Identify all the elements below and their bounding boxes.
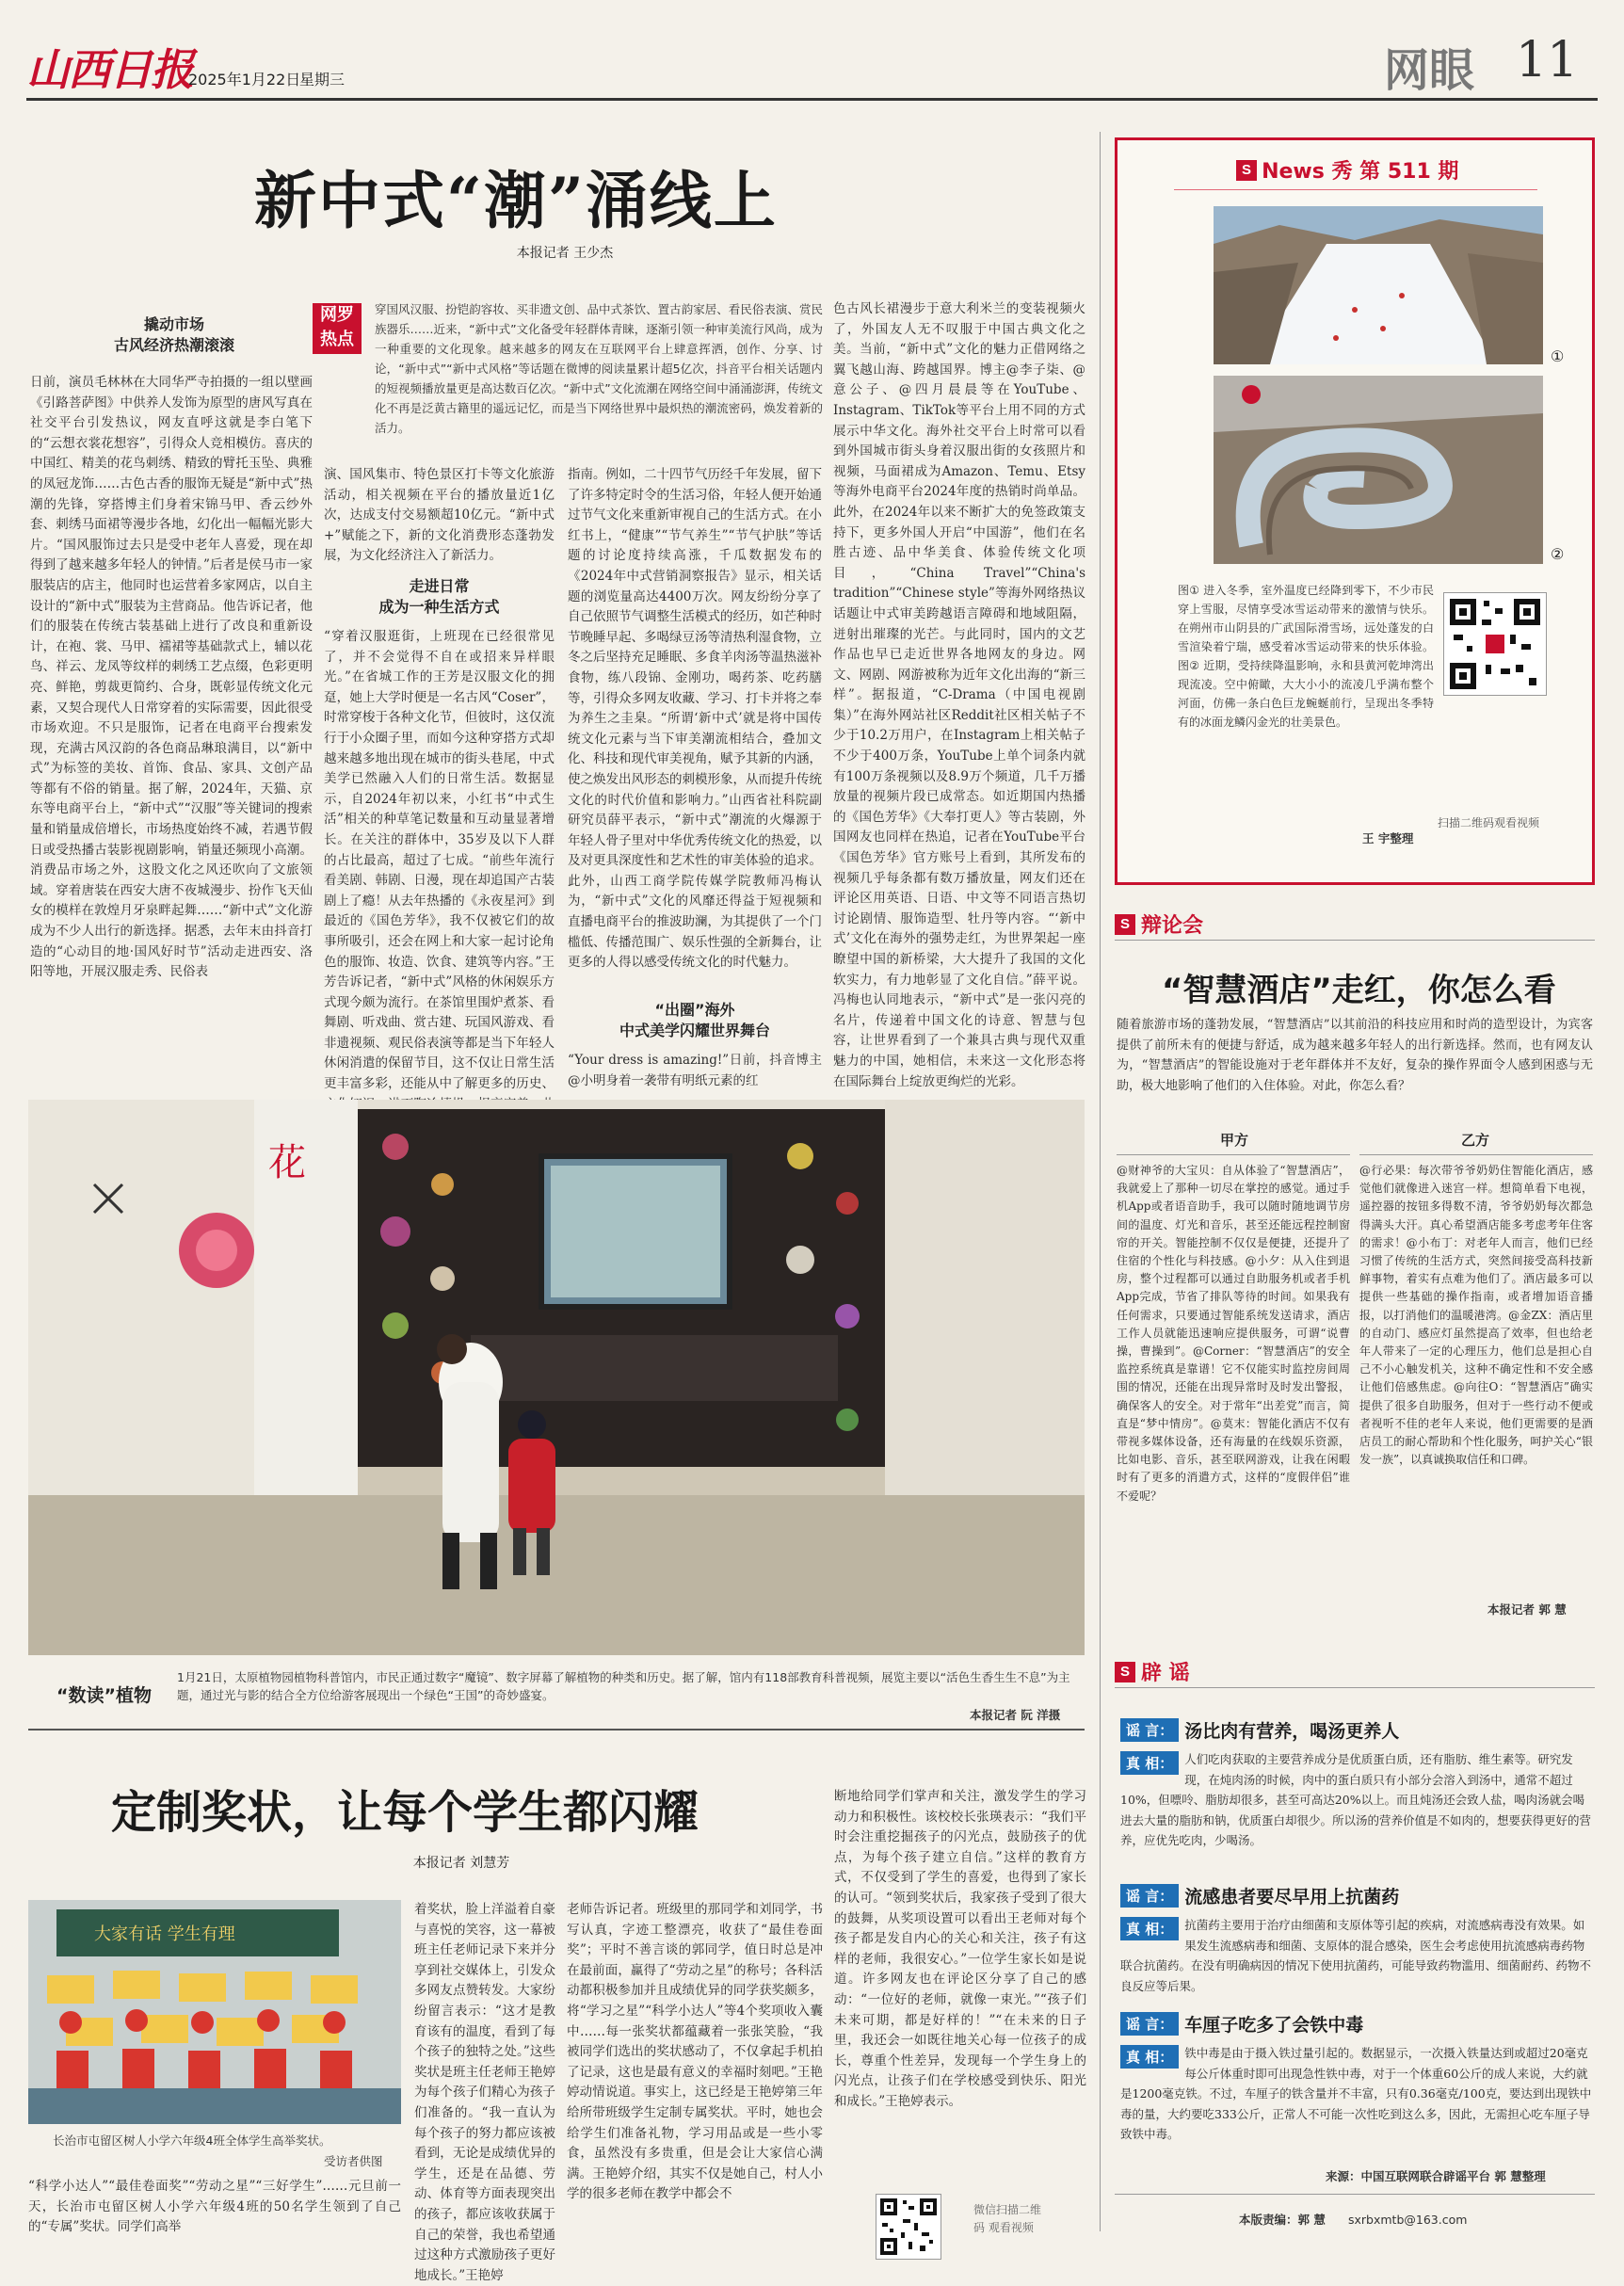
debate-header-rule: [1115, 940, 1595, 941]
rumor-source: 来源：中国互联网联合辟谣平台 郭 慧整理: [1326, 2169, 1546, 2183]
award-qr-code[interactable]: [876, 2194, 941, 2260]
page-number: 11: [1516, 32, 1579, 89]
rumor-item-3-truth: [1120, 2043, 1593, 2160]
newspaper-logo: 山西日报: [26, 44, 192, 95]
debate-section-title: 辩论会: [1141, 914, 1204, 938]
rumor-badge-icon: S: [1115, 1662, 1135, 1682]
truth-label: 真 相：: [1120, 1917, 1179, 1940]
hotspot-badge-line1: 网罗: [320, 305, 354, 325]
debate-side-b-text: @行必果：每次带爷爷奶奶住智能化酒店，感觉他们就像进入迷宫一样。想简单看下电视，遥控器的按钮多得数不清，爷爷奶奶每次都急得满头大汗。真心希望酒店能多考虑考年住客的需求！@小布丁：对老年人而言，他们已经习惯了传统的生活方式，突然间接受高科技新鲜事物，着实有点难为他们了。酒店最多可以提供一些基础的操作指南，或者增加语音播报，以打消他们的温暖港湾。@金ZX：酒店里的自动门、感应灯虽然提高了效率，但也给老年人带来了一定的心理压力，他们总是担心自己不小心触发机关，这种不确定性和不安全感让他们倍感焦虑。@向往O：“智慧酒店”确实提供了很多自助服务，但对于一些行动不便或者视听不佳的老年人来说，他们更需要的是酒店员工的耐心帮助和个性化服务，呵护关心“银发一族”，以真诚换取信任和口碑。: [1359, 1164, 1593, 1467]
snews-qr-code[interactable]: [1443, 592, 1547, 696]
rumor-item-1-title-row: [1120, 1717, 1399, 1743]
lead-subhead-1-line2: 古风经济热潮滚滚: [113, 336, 234, 354]
lead-col2b: “穿着汉服逛街，上班现在已经很常见了，并不会觉得不自在或招来异样眼光。”在省城工作的王芳是汉服文化的拥趸，她上大学时便是一名古风“Coser”，时常穿梭于各种文化节，但彼时，这仅流行于小众圈子里，而如今这种穿搭方式却越来越多地出现在城市的街头巷尾，中式美学已然融入人们的日常生活。数据显示，自2024年初以来，小红书“中式生活”相关的种草笔记数量和互动量显著增长。在关注的群体中，35岁及以下人群的占比最高，超过了七成。“前些年流行看美剧、韩剧、日漫，现在却追国产古装剧上了瘾！从去年热播的《永夜星河》到最近的《国色芳华》，我不仅被它们的故事所吸引，还会在网上和大家一起讨论角色的服饰、妆造、饮食、建筑等内容。”王芳告诉记者，“新中式”风格的休闲娱乐方式现今颇为流行。在茶馆里围炉煮茶、看舞剧、听戏曲、赏古建、玩国风游戏、看非遗视频、观民俗表演等都是当下年轻人休闲消遣的保留节目，这不仅让日常生活更丰富多彩，还能从中了解更多的历史、: [324, 629, 555, 1092]
ski-resort-photo: [1214, 206, 1543, 364]
qr-pattern-icon: [876, 2195, 941, 2259]
rumor-label: 谣 言：: [1120, 2012, 1179, 2036]
award-col3: 老师告诉记者。班级里的那同学和刘同学，书写认真，字迹工整漂亮，收获了“最佳卷面奖”；平时不善言谈的郭同学，值日时总是冲在最前面，赢得了“劳动之星”的称号；各科活动都积极参加并且成绩优异的同学获奖颇多，将“学习之星”“科学小达人”等4个奖项收入囊中……每一张奖状都蕴藏着一张张笑脸，“我被同学们选出的奖状感动了，不仅拿起手机拍了记录，这也是最有意义的幸福时刻吧。”王艳婷动情说道。事实上，这已经是王艳婷第三年给所带班级学生定制专属奖状。平时，她也会给学生们准备礼物，学习用品或是一些小零食，虽然没有多贵重，但是会让大家信心满满。王艳婷介绍，其实不仅是她自己，村人小学的很多老师在教学中都会不: [567, 1902, 823, 2202]
lead-subhead-3: [568, 1000, 822, 1041]
lead-subhead-3-line1: “出圈”海外: [654, 1001, 735, 1019]
rumor-label: 谣 言：: [1120, 1884, 1179, 1908]
debate-title: “智慧酒店”走红，你怎么看: [1162, 972, 1556, 1009]
debate-side-a-rule: [1117, 1154, 1350, 1155]
award-photo-caption: 长治市屯留区树人小学六年级4班全体学生高举奖状。: [53, 2133, 331, 2148]
footer-rule: [1115, 2194, 1595, 2195]
lead-subhead-2-line2: 成为一种生活方式: [378, 598, 500, 616]
snews-header-rule: [1174, 189, 1537, 190]
rumor-item-3-truth-text: 铁中毒是由于摄入铁过量引起的。数据显示，一次摄入铁量达到或超过20毫克每公斤体重时即可出现急性铁中毒，对于一个体重60公斤的成人来说，大约就是1200毫克铁。不过，车厘子的铁含量并不丰富，只有0.36毫克/100克，要达到出现铁中毒的量，大约要吃333公斤，正常人不可能一次性吃到这么多，因此，无需担心吃车厘子导致铁中毒。: [1120, 2046, 1592, 2141]
rumor-item-1-title: 汤比肉有营养，喝汤更养人: [1184, 1721, 1400, 1742]
snews-qr-caption: 扫描二维码观看视频: [1438, 816, 1540, 829]
debate-side-b: 乙方: [1460, 1132, 1489, 1149]
footer-editor: 本版责编：郭 慧: [1239, 2213, 1326, 2227]
snews-title: News 秀 第 511 期: [1262, 160, 1459, 184]
photo1-title: “数读”植物: [56, 1685, 152, 1706]
section-divider: [28, 1729, 1085, 1731]
lead-subhead-2: [324, 576, 555, 618]
river-illustration: [1214, 376, 1543, 564]
classroom-illustration: [28, 1900, 401, 2124]
snews-mark-2: ②: [1551, 545, 1565, 563]
lead-subhead-1: [85, 314, 264, 356]
plant-museum-photo: [28, 1100, 1085, 1655]
photo1-caption: 1月21日，太原植物园植物科普馆内，市民正通过数字“魔镜”、数字屏幕了解植物的种类和历史。据了解，馆内有118部教育科普视频，展览主要以“活色生香生生不息”为主题，通过光与影的结合全方位给游客展现出一个绿色“王国”的奇妙盛宴。: [177, 1670, 1070, 1702]
section-name: 网眼: [1384, 44, 1475, 97]
hotspot-badge: [313, 303, 362, 354]
debate-intro: 随着旅游市场的蓬勃发展，“智慧酒店”以其前沿的科技应用和时尚的造型设计，为宾客提供了前所未有的便捷与舒适，成为越来越多年轻人的出行新选择。然而，也有网友认为，“智慧酒店”的智能设施对于老年群体并不友好，复杂的操作界面令人感到困惑与无助，极大地影响了他们的入住体验。对此，你怎么看？: [1117, 1018, 1593, 1093]
award-col2: 着奖状，脸上洋溢着自豪与喜悦的笑容，这一幕被班主任老师记录下来并分享到社交媒体上，引发众多网友点赞转发。大家纷纷留言表示：“这才是教育该有的温度，看到了每个孩子的独特之处。”这些奖状是班主任老师王艳婷为每个孩子们精心为孩子们准备的。“我一直认为每个孩子的努力都应该被看到，无论是成绩优异的学生，还是在品德、劳动、体育等方面表现突出的孩子，都应该收获属于自己的荣誉，我也希望通过这种方式激励孩子更好地成长。”王艳婷: [414, 1902, 555, 2283]
award-col4: 断地给同学们掌声和关注，激发学生的学习动力和积极性。该校校长张瑛表示：“我们平时会注重挖掘孩子的闪光点，鼓励孩子的优点，为每个孩子建立自信。”这样的教育方式，不仅受到了学生的喜爱，也得到了家长的认可。“领到奖状后，我家孩子受到了很大的鼓舞，从奖项设置可以看出王老师对每个孩子都是发自内心的关心和关注，孩子有这样的老师，我很安心。”一位学生家长如是说道。许多网友也在评论区分享了自己的感动：“一位好的老师，就像一束光。”“孩子们未来可期，都是好样的！”“在未来的日子里，我还会一如既往地关心每一位孩子的成长，尊重个性差异，发现每一个学生身上的闪光点，让孩子们在学校感受到快乐、阳光和成长。”王艳婷表示。: [834, 1789, 1086, 2109]
masthead: [0, 0, 1624, 102]
snews-caption: 图① 进入冬季，室外温度已经降到零下，不少市民穿上雪服，尽情享受冰雪运动带来的激情与快乐。在朔州市山阴县的广武国际滑雪场，远处蓬发的白雪渲染着宁瑞，感受着冰雪运动带来的快乐体验。图② 近期，受持续降温影响，永和县黄河乾坤湾出现流凌。空中俯瞰，大大小小的流凌几乎满布整个河面，仿佛一条白色巨龙蜿蜒前行，呈现出冬季特有的冰面龙鳞闪金光的壮美景色。: [1178, 584, 1434, 729]
rumor-item-2-title-row: [1120, 1883, 1399, 1908]
photo1-credit: 本报记者 阮 洋摄: [970, 1708, 1061, 1722]
award-title: 定制奖状，让每个学生都闪耀: [111, 1786, 699, 1839]
lead-col3: 指南。例如，二十四节气历经千年发展，留下了许多特定时令的生活习俗，年轻人便开始通过节气文化来重新审视自己的生活方式。在小红书上，“健康”“节气养生”“节气护肤”等话题的讨论度持续高涨，千瓜数据发布的《2024年中式营销洞察报告》显示，相关话题的浏览量高达4400万次。网友纷纷分享了自己依照节气调整生活模式的经历，如芒种时节晚睡早起、多喝绿豆汤等清热利湿食物，立冬之后坚持充足睡眠、多食羊肉汤等温热滋补食物，练八段锦、金刚功，喝药茶、吃药膳等，引得众多网友收藏、学习、打卡并将之奉为养生之圭臬。“所谓‘新中式’就是将中国传统文化元素与当下审美潮流相结合，叠加文化、科技和现代审美视角，赋予其新的内涵，使之焕发出风形态的刺模形象，从而提升传统文化的时代价值和影响力。”山西省社科院副研究员薛平表示，“新中式”潮流的火爆源于年轻人骨子里对中华优秀传统文化的热爱，以及对更具深度性和艺术性的审美体验的追求。此外，山西工商学院传媒学院教师冯梅认为，“新中式”文化的风靡还得益于短视频和直播电商平台的推波助澜，为其提供了一个门槛低、传播范围广、娱乐性强的全新舞台，让更多的人得以感受传统文化的时代魅力。: [568, 467, 822, 971]
issue-date: 2025年1月22日: [188, 71, 301, 89]
hotspot-badge-line2: 热点: [320, 330, 354, 349]
rumor-item-3-title: 车厘子吃多了会铁中毒: [1184, 2015, 1364, 2036]
plant-museum-illustration: [28, 1100, 1085, 1655]
lead-col1: 日前，演员毛林林在大同华严寺拍摄的一组以壁画《引路菩萨图》中供养人发饰为原型的唐风写真在社交平台引发热议，网友直呼这就是李白笔下的“云想衣裳花想容”，引得众人竞相模仿。喜庆的中国红、精美的花鸟刺绣、精致的臂托玉坠、典雅的凤冠龙饰……古色古香的服饰无疑是“新中式”热潮的先锋，穿搭博主们身着宋锦马甲、香云纱外套、刺绣马面裙等漫步各地，幻化出一幅幅光影大片。“国风服饰过去只是受中老年人喜爱，现在却得到了越来越多年轻人的钟情。”后者是侯马市一家服装店的店主，他同时也运营着多家网店，以自主设计的“新中式”服装为主营商品。他告诉记者，他们的服装在传统古装基础上进行了改良和重新设计，在袍、裳、马甲、襦裙等基础款式上，辅以花鸟、祥云、龙凤等纹样的刺绣工艺点缀，色彩更明亮、鲜艳，剪裁更简约、合身，既彰显传统文化元素，又契合现代人日常穿着的实际需要，因此很受市场欢迎。不只是服饰，记者在电商平台搜索发现，充满古风汉韵的各色商品琳琅满目，以“新中式”为标签的美妆、首饰、食品、家具、文创产品等都有不俗的销量。据了解，2024年，天猫、京东等电商平台上，“新中式”“汉服”等关键词的搜索量和销量成倍增长，市场热度始终不减，若遇节假日或受热播古装影视剧影响，销量还频现小高潮。消费品市场之外，这股文化之风还吹向了文旅领域。穿着唐装在西安大唐不夜城漫步、扮作飞天仙女的模样在敦煌月牙泉畔起舞……“新中式”文化游成为不少人出行的新选择。据悉，去年末由抖音打造的“心动目的地·国风好时节”活动走进西安、洛阳等地，开展汉服走秀、民俗表: [30, 375, 313, 980]
sidebar-divider: [1100, 132, 1101, 2231]
ski-illustration: [1214, 206, 1543, 364]
rumor-header-rule: [1115, 1687, 1595, 1688]
issue-weekday: 星期三: [299, 71, 346, 89]
museum-sign-glyph: 花: [268, 1141, 306, 1184]
debate-side-b-rule: [1359, 1154, 1593, 1155]
lead-col3b: “Your dress is amazing!”日前，抖音博主@小明身着一袭带有明纸元素的红: [568, 1053, 822, 1088]
footer-email: sxrbxmtb@163.com: [1348, 2213, 1468, 2227]
truth-label: 真 相：: [1120, 1751, 1179, 1775]
rumor-header: [1115, 1657, 1190, 1686]
rumor-item-2-truth-text: 抗菌药主要用于治疗由细菌和支原体等引起的疾病，对流感病毒没有效果。如果发生流感病毒和细菌、支原体的混合感染，医生会考虑使用抗流感病毒药物联合抗菌药。在没有明确病因的情况下使用抗菌药，可能导致药物滥用、细菌耐药、药物不良反应等后果。: [1120, 1918, 1592, 1993]
snews-author: 王 宇整理: [1362, 831, 1414, 845]
debate-header: [1115, 910, 1203, 939]
rumor-item-2-title: 流感患者要尽早用上抗菌药: [1184, 1887, 1400, 1908]
rumor-item-2-truth: [1120, 1915, 1593, 1994]
classroom-board-text: 大家有话 学生有理: [94, 1924, 235, 1944]
rumor-section-title: 辟 谣: [1141, 1662, 1190, 1685]
lead-title: 新中式“潮”涌线上: [254, 164, 778, 237]
rumor-item-1-truth-text: 人们吃肉获取的主要营养成分是优质蛋白质，还有脂肪、维生素等。研究发现，在炖肉汤的时候，肉中的蛋白质只有小部分会溶入到汤中，通常不超过10%，但嘌呤、脂肪却很多，甚至可高达20%以上。而且炖汤还会致人盐，喝肉汤就会喝进去大量的脂肪和钠，优质蛋白却很少。所以汤的营养价值是不如肉的，想要获得更好的营养，应优先吃肉，少喝汤。: [1120, 1752, 1592, 1847]
award-byline: 本报记者 刘慧芳: [412, 1856, 510, 1871]
truth-label: 真 相：: [1120, 2045, 1179, 2069]
rumor-item-3-title-row: [1120, 2011, 1363, 2036]
qr-pattern-icon: [1444, 593, 1546, 695]
lead-subhead-2-line1: 走进日常: [409, 577, 470, 595]
rumor-item-1-truth: [1120, 1749, 1593, 1868]
snews-box: [1115, 137, 1595, 885]
debate-side-a: 甲方: [1219, 1132, 1248, 1149]
award-col1: “科学小达人”“最佳卷面奖”“劳动之星”“三好学生”……元旦前一天，长治市屯留区树人小学六年级4班的50名学生领到了自己的“专属”奖状。同学们高举: [28, 2179, 401, 2235]
snews-header: [1236, 155, 1458, 185]
masthead-rule: [26, 98, 1598, 101]
debate-badge-icon: S: [1115, 914, 1135, 935]
lead-col2a: 演、国风集市、特色景区打卡等文化旅游活动，相关视频在平台的播放量近1亿次，达成支付交易额超10亿元。“新中式+”赋能之下，新的文化消费形态蓬勃发展，为文化经济注入了新活力。: [324, 467, 555, 564]
snews-badge: S: [1236, 160, 1257, 181]
classroom-photo: [28, 1900, 401, 2124]
debate-side-a-text: @财神爷的大宝贝：自从体验了“智慧酒店”，我就爱上了那种一切尽在掌控的感觉。通过手机App或者语音助手，我可以随时随地调节房间的温度、灯光和音乐，甚至还能远程控制窗帘的开关。智能控制不仅仅是便捷，还提升了住宿的个性化与科技感。@小夕：从入住到退房，整个过程都可以通过自助服务机或者手机App完成，节省了排队等待的时间。如果我有任何需求，只要通过智能系统发送请求，酒店工作人员就能迅速响应提供服务，可谓“说曹操，曹操到”。@Corner：“智慧酒店”的安全监控系统真是靠谱！它不仅能实时监控房间周围的情况，还能在出现异常时及时发出警报，确保客人的安全。对于常年“出差党”而言，简直是“梦中情房”。@莫末：智能化酒店不仅有带视多媒体设备，还有海量的在线娱乐资源，比如电影、音乐，甚至联网游戏，让我在闲暇时有了更多的消遣方式，这样的“度假伴侣”谁不爱呢？: [1117, 1164, 1350, 1503]
lead-byline: 本报记者 王少杰: [516, 246, 614, 261]
lead-col4: 色古风长裙漫步于意大利米兰的变装视频火了，外国友人无不叹服于中国古典文化之美。当前，“新中式”文化的魅力正借网络之翼飞越山海、跨越国界。博主@李子柒、@意公子、@四月晨晨等在YouTube、Instagram、TikTok等平台上用不同的方式展示中华文化。海外社交平台上时常可以看到外国城市街头身着汉服出街的女孩照片和视频，马面裙成为Amazon、Temu、Etsy等海外电商平台2024年度的热销时尚单品。此外，在2024年以来不断扩大的免签政策支持下，更多外国人开启“中国游”，他们在名胜古迹、品中华美食、体验传统文化项目，“China Travel”“China's tradition”“Chinese style”等海外网络热议话题让中式审美跨越语言障碍和地域阻隔，迸射出璀璨的光芒。与此同时，国内的文艺作品也早已走近世界各地网友的身边。网文、网剧、网游被称为近年文化出海的“新三样”。据报道，“C-Drama（中国电视剧集）”在海外网站社区Reddit社区相关帖子不少于10.2万用户，在Instagram上相关帖子不少于400万条，YouTube上单个词条内就有100万条视频以及8.9万个频道，几千万播放量的视频片段已成常态。如近期国内热播的《国色芳华》《大奉打更人》等古装剧，外国网友也同样在热追，记者在YouTube平台《国色芳华》官方账号上看到，其所发布的视频几乎每条都有数万播放量，网友们还在评论区用英语、日语、中文等不同语言热切讨论剧情、服饰造型、牡丹等内容。“‘新中式’文化在海外的强势走红，为世界架起一座瞭望中国的新桥梁，大大提升了我国的文化软实力，有力地彰显了文化自信。”薛平说。冯梅也认同地表示，“新中式”是一张闪亮的名片，传递着中国文化的诗意、智慧与包容，让世界看到了一个兼具古典与现代双重魅力的中国，她相信，未来这一文化形态将在国际舞台上绽放更绚烂的光彩。: [833, 301, 1085, 1089]
award-qr-caption: 微信扫描二维码 观看视频: [973, 2203, 1042, 2234]
lead-subhead-1-line1: 撬动市场: [143, 315, 204, 333]
lead-subhead-3-line2: 中式美学闪耀世界舞台: [619, 1022, 770, 1039]
snews-mark-1: ①: [1551, 347, 1565, 365]
debate-credit: 本报记者 郭 慧: [1487, 1602, 1567, 1617]
yellow-river-photo: [1214, 376, 1543, 564]
lead-intro: 穿国风汉服、扮铠韵容妆、买非遗文创、品中式茶饮、置古韵家居、看民俗表演、赏民族器乐……近来，“新中式”文化备受年轻群体青睐，逐渐引领一种审美流行风尚，成为一种重要的文化现象。越来越多的网友在互联网平台上肆意挥洒，创作、分享、讨论，“新中式”“新中式风格”等话题在微博的阅读量累计超5亿次，抖音平台相关话题内的短视频播放量更是高达数百亿次。“新中式”文化流潮在网络空间中涌涌澎湃，传统文化不再是泛黄古籍里的遥远记忆，而是当下网络世界中最炽热的潮流密码，焕发着新的活力。: [375, 302, 823, 435]
rumor-label: 谣 言：: [1120, 1718, 1179, 1742]
award-photo-credit: 受访者供图: [324, 2154, 383, 2168]
